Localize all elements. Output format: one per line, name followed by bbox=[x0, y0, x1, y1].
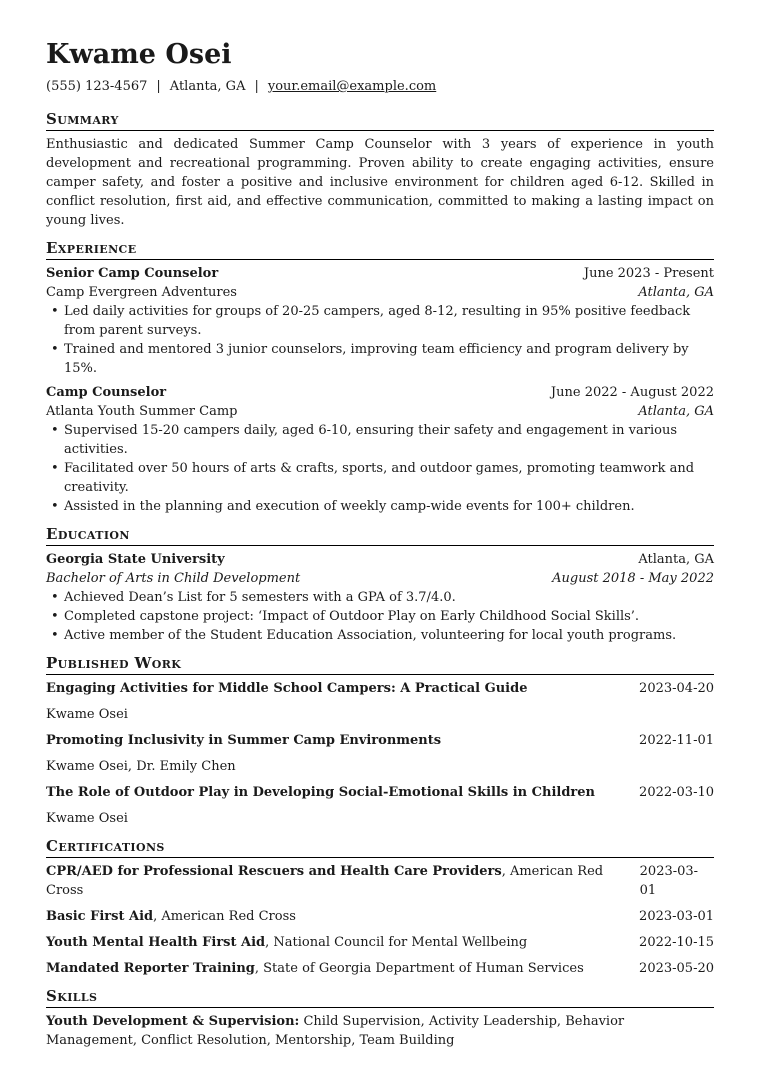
publication-title: The Role of Outdoor Play in Developing Social-Emotional Skills in Children bbox=[46, 785, 595, 800]
certification-issuer: , American Red Cross bbox=[46, 864, 604, 898]
job-entry bbox=[46, 264, 714, 378]
school-location: Atlanta, GA bbox=[638, 552, 714, 567]
job-role: Camp Counselor bbox=[46, 385, 167, 400]
bullet-item: • Completed capstone project: ‘Impact of Outdoor Play on Early Childhood Social Skills’. bbox=[46, 607, 714, 626]
job-location: Atlanta, GA bbox=[638, 285, 714, 300]
job-role: Senior Camp Counselor bbox=[46, 266, 219, 281]
section-title-summary: Summary bbox=[46, 109, 714, 131]
bullet-item: • Achieved Dean’s List for 5 semesters with a GPA of 3.7/4.0. bbox=[46, 588, 714, 607]
skills-list: Child Supervision, Activity Leadership, Behavior Management, Conflict Resolution, Mentorship, Team Building bbox=[46, 1014, 625, 1048]
bullet-item: • Supervised 15-20 campers daily, aged 6-10, ensuring their safety and engagement in various activities. bbox=[46, 421, 714, 459]
bullet-item: • Facilitated over 50 hours of arts & crafts, sports, and outdoor games, promoting teamwork and creativity. bbox=[46, 459, 714, 497]
certification-row bbox=[46, 862, 714, 900]
section-title-education: Education bbox=[46, 524, 714, 546]
publication-authors: Kwame Osei, Dr. Emily Chen bbox=[46, 759, 236, 774]
bullet-item: • Active member of the Student Education Association, volunteering for local youth programs. bbox=[46, 626, 714, 645]
job-bullets bbox=[46, 302, 714, 378]
job-organization: Atlanta Youth Summer Camp bbox=[46, 404, 238, 419]
summary-text: Enthusiastic and dedicated Summer Camp Counselor with 3 years of experience in youth development and recreational programming. Proven ability to create engaging activities, ensure camper safety, and foster a positive and inclusive environment for children aged 6-12. Skilled in conflict resolution, first aid, and effective communication, committed to making a lasting impact on young lives. bbox=[46, 137, 714, 228]
job-dates: June 2022 - August 2022 bbox=[550, 385, 714, 400]
email-link[interactable]: your.email@example.com bbox=[267, 79, 437, 94]
job-header bbox=[46, 264, 714, 283]
certification-entry bbox=[46, 862, 640, 900]
publication-date: 2022-11-01 bbox=[639, 733, 714, 748]
publication-header bbox=[46, 731, 714, 750]
degree: Bachelor of Arts in Child Development bbox=[46, 571, 301, 586]
job-entry bbox=[46, 383, 714, 516]
publication-date: 2022-03-10 bbox=[639, 785, 714, 800]
skills-line bbox=[46, 1012, 714, 1050]
certification-entry bbox=[46, 959, 584, 978]
contact-line bbox=[46, 77, 714, 96]
education-header bbox=[46, 550, 714, 569]
skills-category: Youth Development & Supervision: bbox=[46, 1014, 300, 1029]
section-title-published-work: Published Work bbox=[46, 653, 714, 675]
certification-issuer: , American Red Cross bbox=[153, 909, 296, 924]
job-dates: June 2023 - Present bbox=[583, 266, 714, 281]
certification-name: CPR/AED for Professional Rescuers and Health Care Providers bbox=[46, 864, 502, 879]
certification-date: 2023-03-01 bbox=[639, 864, 699, 898]
job-subheader bbox=[46, 402, 714, 421]
contact-separator: | bbox=[254, 79, 259, 94]
phone-number: (555) 123-4567 bbox=[46, 79, 148, 94]
certification-name: Basic First Aid bbox=[46, 909, 154, 924]
section-title-skills: Skills bbox=[46, 986, 714, 1008]
certification-entry bbox=[46, 933, 527, 952]
bullet-item: • Trained and mentored 3 junior counselors, improving team efficiency and program delivery by 15%. bbox=[46, 340, 714, 378]
job-organization: Camp Evergreen Adventures bbox=[46, 285, 237, 300]
publication-header bbox=[46, 679, 714, 698]
certification-entry bbox=[46, 907, 296, 926]
certification-row bbox=[46, 959, 714, 978]
job-header bbox=[46, 383, 714, 402]
job-subheader bbox=[46, 283, 714, 302]
education-dates: August 2018 - May 2022 bbox=[552, 571, 714, 586]
job-bullets bbox=[46, 421, 714, 516]
publication-title: Promoting Inclusivity in Summer Camp Environments bbox=[46, 733, 442, 748]
candidate-name: Kwame Osei bbox=[46, 39, 232, 70]
certification-name: Mandated Reporter Training bbox=[46, 961, 255, 976]
publication-title: Engaging Activities for Middle School Campers: A Practical Guide bbox=[46, 681, 528, 696]
location: Atlanta, GA bbox=[169, 79, 246, 94]
certification-date: 2023-05-20 bbox=[639, 961, 714, 976]
school-name: Georgia State University bbox=[46, 552, 225, 567]
certification-date: 2023-03-01 bbox=[639, 909, 714, 924]
certification-name: Youth Mental Health First Aid bbox=[46, 935, 266, 950]
bullet-item: • Led daily activities for groups of 20-25 campers, aged 8-12, resulting in 95% positive feedback from parent surveys. bbox=[46, 302, 714, 340]
section-title-certifications: Certifications bbox=[46, 836, 714, 858]
certification-issuer: , State of Georgia Department of Human Services bbox=[254, 961, 584, 976]
publication-authors: Kwame Osei bbox=[46, 707, 128, 722]
bullet-item: • Assisted in the planning and execution of weekly camp-wide events for 100+ children. bbox=[46, 497, 714, 516]
education-bullets bbox=[46, 588, 714, 645]
publication-date: 2023-04-20 bbox=[639, 681, 714, 696]
publication-authors: Kwame Osei bbox=[46, 811, 128, 826]
certification-date: 2022-10-15 bbox=[639, 935, 714, 950]
education-subheader bbox=[46, 569, 714, 588]
certification-row bbox=[46, 933, 714, 952]
certification-row bbox=[46, 907, 714, 926]
section-title-experience: Experience bbox=[46, 238, 714, 260]
contact-separator: | bbox=[156, 79, 161, 94]
job-location: Atlanta, GA bbox=[638, 404, 714, 419]
certification-issuer: , National Council for Mental Wellbeing bbox=[265, 935, 528, 950]
publication-header bbox=[46, 783, 714, 802]
